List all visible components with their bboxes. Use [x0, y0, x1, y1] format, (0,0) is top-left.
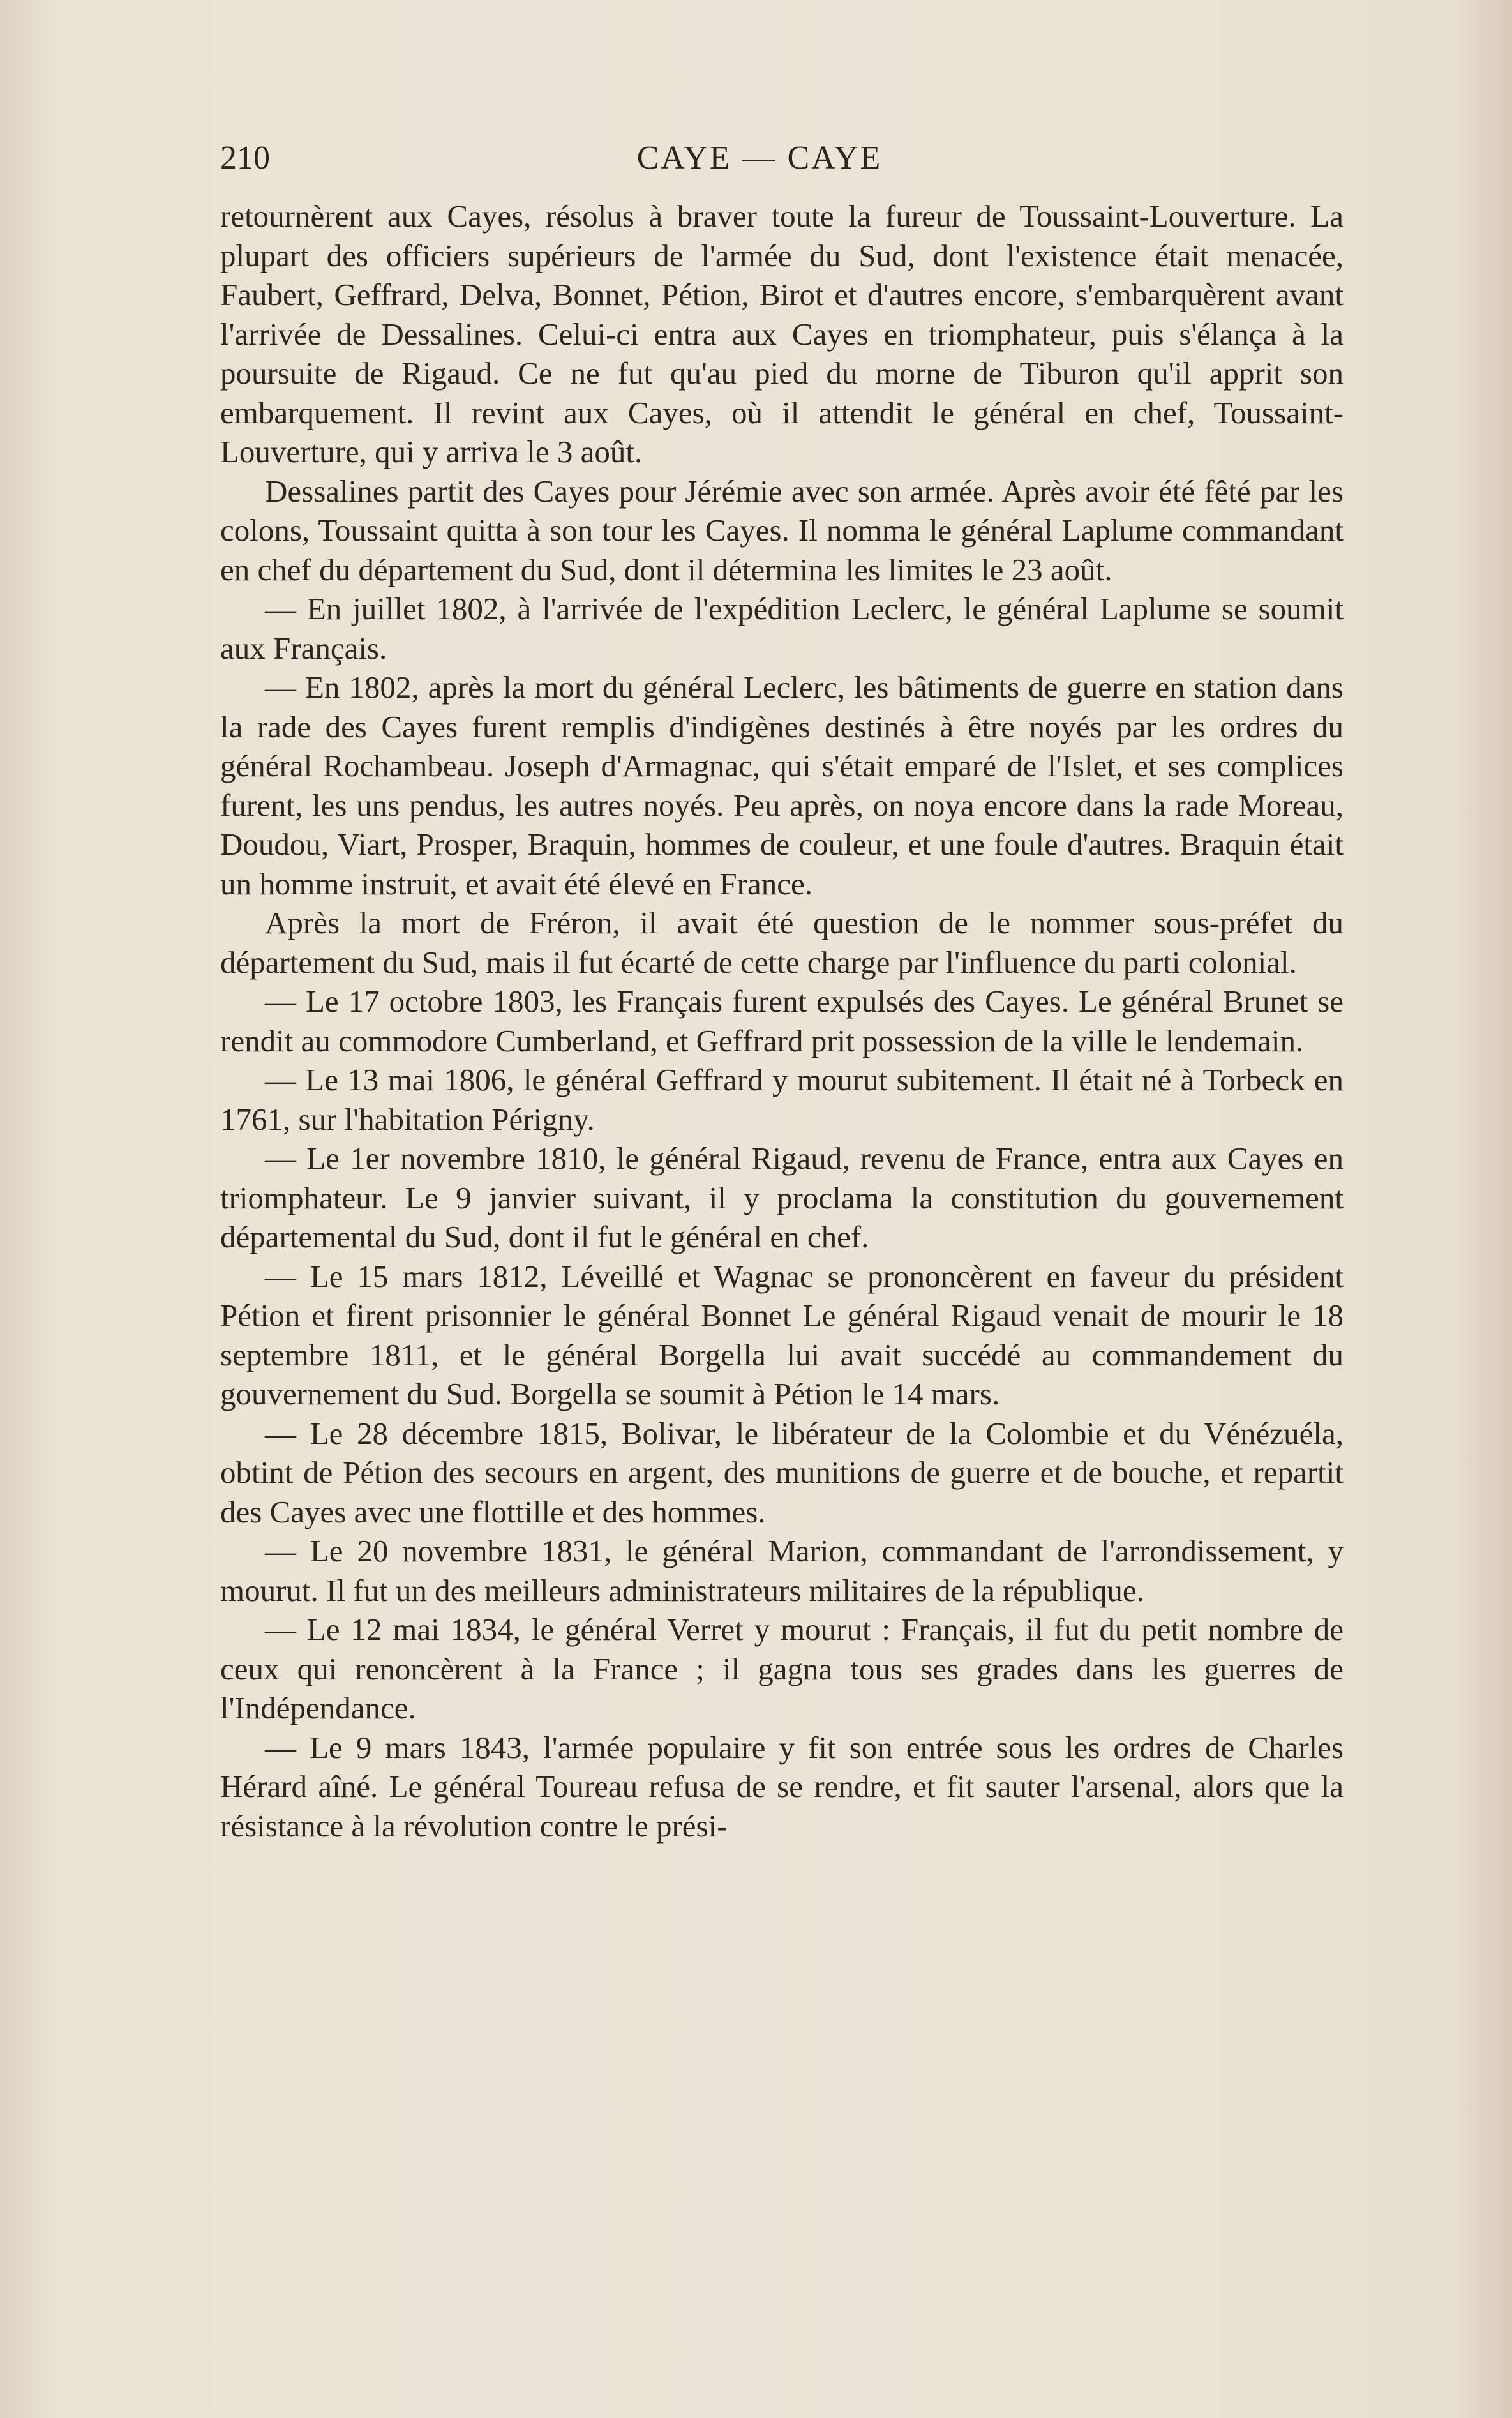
paragraph: — Le 12 mai 1834, le général Verret y mourut : Français, il fut du petit nombre de ceux qui renoncèrent à la France ; il gagna tous ses grades dans les guerres de l'Indépendance.: [220, 1612, 1344, 1725]
paragraph: Dessalines partit des Cayes pour Jérémie avec son armée. Après avoir été fêté par les colons, Toussaint quitta à son tour les Cayes. Il nomma le général Laplume commandant en chef du département du Sud, dont il détermina les limites le 23 août.: [220, 473, 1344, 587]
paragraph: — Le 15 mars 1812, Léveillé et Wagnac se prononcèrent en faveur du président Pétion et firent prisonnier le général Bonnet Le général Rigaud venait de mourir le 18 septembre 1811, et le général Borgella lui avait succédé au commandement du gouvernement du Sud. Borgella se soumit à Pétion le 14 mars.: [220, 1258, 1344, 1411]
paragraph: — Le 1er novembre 1810, le général Rigaud, revenu de France, entra aux Cayes en triomphateur. Le 9 janvier suivant, il y proclama la constitution du gouvernement départemental du Sud, dont il fut le général en chef.: [220, 1141, 1344, 1254]
paragraph: Après la mort de Fréron, il avait été question de le nommer sous-préfet du département du Sud, mais il fut écarté de cette charge par l'influence du parti colonial.: [220, 905, 1344, 980]
paragraph: — Le 17 octobre 1803, les Français furent expulsés des Cayes. Le général Brunet se rendit au commodore Cumberland, et Geffrard prit possession de la ville le lendemain.: [220, 984, 1344, 1058]
running-header: [220, 139, 1299, 184]
paragraph: — Le 9 mars 1843, l'armée populaire y fit son entrée sous les ordres de Charles Hérard aîné. Le général Toureau refusa de se rendre, et fit sauter l'arsenal, alors que la résistance à la révolution contre le prési-: [220, 1729, 1344, 1844]
paragraph: — Le 28 décembre 1815, Bolivar, le libérateur de la Colombie et du Vénézuéla, obtint de Pétion des secours en argent, des munitions de guerre et de bouche, et repartit des Cayes avec une flottille et des hommes.: [220, 1415, 1344, 1529]
paragraph: — Le 20 novembre 1831, le général Marion, commandant de l'arrondissement, y mourut. Il fut un des meilleurs administrateurs militaires de la république.: [220, 1533, 1344, 1608]
paragraph: — En 1802, après la mort du général Leclerc, les bâtiments de guerre en station dans la rade des Cayes furent remplis d'indigènes destinés à être noyés par les ordres du général Rochambeau. Joseph d'Armagnac, qui s'était emparé de l'Islet, et ses complices furent, les uns pendus, les autres noyés. Peu après, on noya encore dans la rade Moreau, Doudou, Viart, Prosper, Braquin, hommes de couleur, et une foule d'autres. Braquin était un homme instruit, et avait été élevé en France.: [220, 670, 1344, 901]
paragraph: — En juillet 1802, à l'arrivée de l'expédition Leclerc, le général Laplume se soumit aux Français.: [220, 591, 1344, 666]
body-text: [220, 197, 1344, 1845]
page-number: 210: [220, 140, 270, 176]
running-title: CAYE — CAYE: [636, 140, 883, 176]
paragraph: — Le 13 mai 1806, le général Geffrard y mourut subitement. Il était né à Torbeck en 1761, sur l'habitation Périgny.: [220, 1062, 1344, 1137]
paragraph: retournèrent aux Cayes, résolus à braver toute la fureur de Toussaint-Louverture. La plupart des officiers supérieurs de l'armée du Sud, dont l'existence était menacée, Faubert, Geffrard, Delva, Bonnet, Pétion, Birot et d'autres encore, s'embarquèrent avant l'arrivée de Dessalines. Celui-ci entra aux Cayes en triomphateur, puis s'élança à la poursuite de Rigaud. Ce ne fut qu'au pied du morne de Tiburon qu'il apprit son embarquement. Il revint aux Cayes, où il attendit le général en chef, Toussaint-Louverture, qui y arriva le 3 août.: [220, 199, 1344, 469]
